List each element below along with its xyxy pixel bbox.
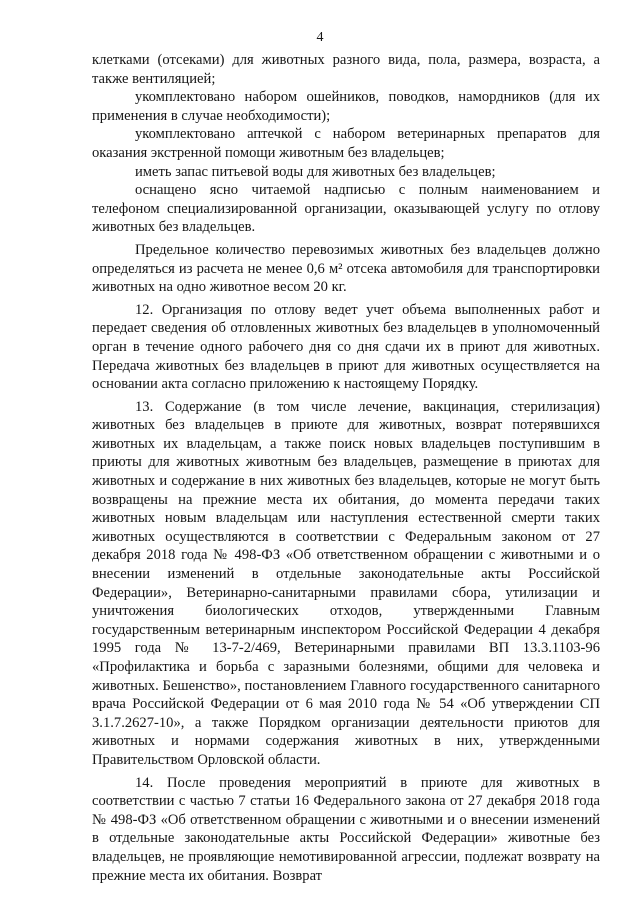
paragraph-section-12: 12. Организация по отлову ведет учет объема выполненных работ и передает сведения об отловленных животных без владельцев в уполномоченный орган в течение одного рабочего дня со дня сдачи их в приют для животных. Передача животных без владельцев в приют для животных осуществляется на основании акта согласно приложению к настоящему Порядку. — [92, 301, 600, 393]
paragraph-transport-limit: Предельное количество перевозимых животных без владельцев должно определяться из расчета не менее 0,6 м² отсека автомобиля для транспортировки животных на одно животное весом 20 кг. — [92, 241, 600, 296]
paragraph-section-13: 13. Содержание (в том числе лечение, вакцинация, стерилизация) животных без владельцев в приюте для животных, возврат потерявшихся животных их владельцам, а также поиск новых владельцев поступившим в приюты для животных животным без владельцев, размещение в приютах для животных и содержание в них животных без владельцев, которые не могут быть возвращены на прежние места их обитания, до момента передачи таких животных новым владельцам или наступления естественной смерти таких животных осуществляются в соответствии с Федеральным законом от 27 декабря 2018 года № 498-ФЗ «Об ответственном обращении с животными и о внесении изменений в отдельные законодательные акты Российской Федерации», Ветеринарно-санитарными правилами сбора, утилизации и уничтожения биологических отходов, утвержденными Главным государственным ветеринарным инспектором Российской Федерации 4 декабря 1995 года № 13-7-2/469, Ветеринарными правилами ВП 13.3.1103-96 «Профилактика и борьба с заразными болезнями, общими для человека и животных. Бешенство», постановлением Главного государственного санитарного врача Российской Федерации от 6 мая 2010 года № 54 «Об утверждении СП 3.1.7.2627-10», а также Порядком организации деятельности приютов для животных и нормами содержания животных в них, утвержденными Правительством Орловской области. — [92, 398, 600, 768]
paragraph-section-14: 14. После проведения мероприятий в приюте для животных в соответствии с частью 7 статьи 16 Федерального закона от 27 декабря 2018 года № 498-ФЗ «Об ответственном обращении с животными и о внесении изменений в отдельные законодательные акты Российской Федерации» животные без владельцев, не проявляющие немотивированной агрессии, подлежат возврату на прежние места их обитания. Возврат — [92, 774, 600, 884]
document-body — [92, 51, 600, 885]
page-number: 4 — [316, 30, 324, 45]
paragraph-collars: укомплектовано набором ошейников, поводков, намордников (для их применения в случае необходимости); — [92, 89, 600, 124]
paragraph-signage: оснащено ясно читаемой надписью с полным наименованием и телефоном специализированной организации, оказывающей услугу по отлову животных без владельцев. — [92, 182, 600, 236]
paragraph-water-supply: иметь запас питьевой воды для животных без владельцев; — [135, 163, 496, 180]
paragraph-cages: клетками (отсеками) для животных разного вида, пола, размера, возраста, а также вентиляцией; — [92, 52, 600, 87]
paragraph-first-aid-kit: укомплектовано аптечкой с набором ветеринарных препаратов для оказания экстренной помощи животным без владельцев; — [92, 126, 600, 161]
